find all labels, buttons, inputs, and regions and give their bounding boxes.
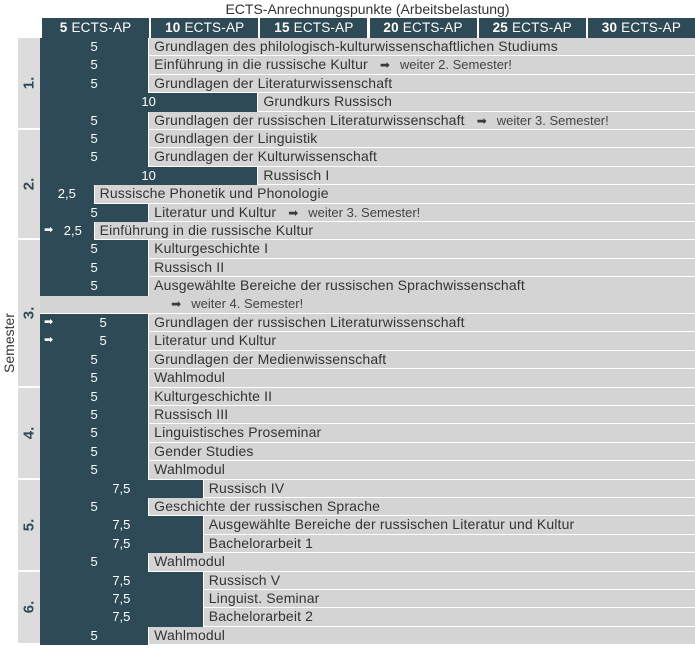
header-col-10 bbox=[149, 18, 258, 38]
ects-value: 5 bbox=[90, 462, 98, 478]
course-row bbox=[40, 93, 695, 111]
right-arrow-icon: ➡ bbox=[44, 224, 54, 236]
header-col-unit: ECTS-AP bbox=[289, 20, 354, 35]
course-name: Russisch III bbox=[154, 406, 229, 422]
ects-value: 2,5 bbox=[57, 186, 76, 202]
right-arrow-icon: ➡ bbox=[171, 296, 182, 311]
header-col-unit: ECTS-AP bbox=[180, 20, 245, 35]
ects-value: 5 bbox=[90, 259, 98, 275]
course-name: Kulturgeschichte I bbox=[154, 240, 269, 257]
ects-bar bbox=[40, 572, 204, 590]
course-name: Bachelorarbeit 1 bbox=[208, 534, 314, 551]
course-name: Russische Phonetik und Phonologie bbox=[99, 185, 329, 202]
ects-bar bbox=[40, 93, 258, 111]
ects-value: 7,5 bbox=[112, 517, 131, 533]
ects-bar bbox=[40, 424, 149, 442]
course-name: Geschichte der russischen Sprache bbox=[154, 498, 381, 514]
header-col-15 bbox=[258, 18, 367, 38]
course-row bbox=[40, 112, 695, 130]
ects-value: 10 bbox=[141, 167, 156, 183]
header-col-5 bbox=[40, 18, 149, 38]
course-name: Grundlagen der Linguistik bbox=[154, 130, 318, 146]
course-row bbox=[40, 259, 695, 277]
course-name: Wahlmodul bbox=[154, 553, 226, 570]
course-row bbox=[40, 38, 695, 56]
right-arrow-icon: ➡ bbox=[476, 113, 487, 128]
diagram-title: ECTS-Anrechnungspunkte (Arbeitsbelastung) bbox=[225, 1, 510, 17]
ects-bar bbox=[40, 627, 149, 645]
course-name: Literatur und Kultur bbox=[154, 332, 277, 349]
ects-bar bbox=[40, 443, 149, 461]
continuation-text: weiter 3. Semester! bbox=[308, 204, 421, 220]
ects-value: 7,5 bbox=[112, 535, 131, 551]
course-row bbox=[40, 222, 695, 240]
header-col-30 bbox=[586, 18, 695, 38]
course-name: Wahlmodul bbox=[154, 626, 226, 643]
course-name: Linguist. Seminar bbox=[208, 590, 320, 606]
course-name: Gender Studies bbox=[154, 442, 254, 459]
course-name: Linguistisches Proseminar bbox=[154, 424, 322, 441]
ects-bar bbox=[40, 204, 149, 222]
course-row bbox=[40, 240, 695, 258]
course-row bbox=[40, 369, 695, 387]
course-row bbox=[40, 498, 695, 516]
course-name: Grundlagen der russischen Literaturwissenschaft bbox=[154, 111, 465, 128]
course-row bbox=[40, 516, 695, 534]
course-name: Kulturgeschichte II bbox=[154, 387, 273, 404]
course-name: Grundkurs Russisch bbox=[263, 93, 393, 110]
ects-value: 5 bbox=[90, 75, 98, 91]
ects-bar bbox=[40, 240, 149, 258]
course-row bbox=[40, 148, 695, 166]
course-name: Grundlagen der russischen Literaturwissenschaft bbox=[154, 314, 465, 330]
course-name: Grundlagen des philologisch-kulturwissenschaftlichen Studiums bbox=[154, 38, 558, 54]
ects-value: 5 bbox=[90, 57, 98, 73]
header-col-num: 15 bbox=[274, 20, 290, 35]
semester-label bbox=[18, 130, 40, 240]
ects-bar bbox=[40, 130, 149, 148]
course-name: Einführung in die russische Kultur bbox=[99, 222, 314, 238]
continuation-note bbox=[477, 112, 609, 130]
ects-bar bbox=[40, 369, 149, 387]
right-arrow-icon: ➡ bbox=[379, 58, 390, 73]
header-col-unit: ECTS-AP bbox=[508, 20, 572, 35]
ects-value: 5 bbox=[90, 443, 98, 459]
ects-value: 5 bbox=[90, 278, 98, 294]
course-row bbox=[40, 56, 695, 74]
ects-value: 5 bbox=[90, 112, 98, 128]
continuation-text: weiter 3. Semester! bbox=[496, 112, 609, 128]
course-row bbox=[40, 480, 695, 498]
course-row bbox=[40, 443, 695, 461]
ects-bar bbox=[40, 406, 149, 424]
header-col-20 bbox=[368, 18, 477, 38]
header-col-num: 10 bbox=[165, 20, 181, 35]
ects-value: 7,5 bbox=[112, 609, 131, 625]
course-row bbox=[40, 185, 695, 203]
ects-bar bbox=[40, 314, 149, 332]
ects-value: 7,5 bbox=[112, 572, 131, 588]
ects-bar bbox=[40, 480, 204, 498]
ects-value: 5 bbox=[90, 241, 98, 257]
ects-bar bbox=[40, 608, 204, 626]
course-row bbox=[40, 572, 695, 590]
course-row bbox=[40, 351, 695, 369]
ects-bar bbox=[40, 167, 258, 185]
ects-bar bbox=[40, 461, 149, 479]
course-row bbox=[40, 130, 695, 148]
course-row bbox=[40, 277, 695, 314]
ects-bar bbox=[40, 185, 95, 203]
header-col-unit: ECTS-AP bbox=[617, 20, 682, 35]
continuation-note bbox=[380, 56, 512, 74]
semester-number: 2. bbox=[20, 177, 38, 191]
ects-bar bbox=[40, 590, 204, 608]
course-row bbox=[40, 608, 695, 626]
ects-value: 5 bbox=[90, 131, 98, 146]
right-arrow-icon: ➡ bbox=[44, 334, 54, 347]
course-name: Ausgewählte Bereiche der russischen Sprachwissenschaft bbox=[154, 277, 525, 294]
course-row bbox=[40, 314, 695, 332]
header-col-num: 25 bbox=[492, 20, 508, 35]
course-row bbox=[40, 75, 695, 93]
course-name: Grundlagen der Medienwissenschaft bbox=[154, 350, 387, 367]
course-name: Grundlagen der Kulturwissenschaft bbox=[154, 148, 378, 165]
course-name: Russisch IV bbox=[208, 479, 285, 496]
ects-value: 5 bbox=[99, 315, 107, 330]
course-name: Wahlmodul bbox=[154, 369, 226, 386]
course-name: Ausgewählte Bereiche der russischen Literatur und Kultur bbox=[208, 516, 575, 533]
ects-bar bbox=[40, 148, 149, 166]
semester-label bbox=[18, 388, 40, 480]
ects-bar bbox=[40, 351, 149, 369]
course-row bbox=[40, 627, 695, 645]
ects-value: 5 bbox=[90, 149, 98, 165]
ects-bar bbox=[40, 553, 149, 571]
continuation-note bbox=[171, 295, 303, 313]
ects-bar bbox=[40, 498, 149, 516]
course-row bbox=[40, 461, 695, 479]
ects-bar bbox=[40, 332, 149, 350]
semester-axis bbox=[0, 38, 18, 648]
course-name: Einführung in die russische Kultur bbox=[154, 56, 368, 73]
course-row bbox=[40, 553, 695, 571]
semester-number: 3. bbox=[20, 306, 38, 320]
course-row bbox=[40, 204, 695, 222]
semester-number: 6. bbox=[20, 601, 38, 614]
header-col-num: 30 bbox=[601, 20, 618, 35]
semester-label bbox=[18, 38, 40, 130]
semester-number: 5. bbox=[20, 518, 38, 531]
ects-bar bbox=[40, 56, 149, 74]
ects-value: 5 bbox=[90, 425, 98, 441]
ects-bar bbox=[40, 222, 95, 240]
course-name: Bachelorarbeit 2 bbox=[208, 608, 314, 625]
course-row bbox=[40, 590, 695, 608]
course-name: Literatur und Kultur bbox=[154, 203, 277, 220]
course-name: Grundlagen der Literaturwissenschaft bbox=[154, 74, 393, 91]
header-col-num: 20 bbox=[383, 20, 399, 35]
course-row bbox=[40, 406, 695, 424]
semester-label bbox=[18, 572, 40, 646]
header-col-unit: ECTS-AP bbox=[67, 20, 132, 35]
course-row bbox=[40, 388, 695, 406]
ects-bar bbox=[40, 259, 149, 277]
course-row bbox=[40, 332, 695, 350]
header-col-unit: ECTS-AP bbox=[398, 20, 463, 35]
semester-number: 4. bbox=[20, 426, 38, 439]
ects-value: 2,5 bbox=[63, 223, 82, 238]
semester-number: 1. bbox=[20, 76, 38, 90]
course-name: Russisch V bbox=[208, 571, 281, 588]
course-row bbox=[40, 167, 695, 185]
right-arrow-icon: ➡ bbox=[44, 316, 54, 328]
course-row bbox=[40, 535, 695, 553]
ects-value: 5 bbox=[90, 554, 98, 570]
continuation-text: weiter 2. Semester! bbox=[399, 57, 512, 73]
course-name: Russisch I bbox=[263, 166, 330, 183]
course-name: Wahlmodul bbox=[154, 461, 226, 478]
ects-value: 7,5 bbox=[112, 591, 131, 606]
ects-value: 5 bbox=[90, 407, 98, 422]
header-col-25 bbox=[477, 18, 586, 38]
ects-value: 5 bbox=[90, 204, 98, 220]
semester-axis-label: Semester bbox=[1, 313, 17, 373]
ects-value: 5 bbox=[90, 388, 98, 404]
semester-label bbox=[18, 240, 40, 387]
course-row bbox=[40, 424, 695, 442]
header-col-num: 5 bbox=[59, 20, 68, 35]
continuation-note bbox=[288, 204, 420, 222]
ects-value: 7,5 bbox=[112, 480, 131, 496]
ects-value: 5 bbox=[90, 499, 98, 514]
ects-value: 5 bbox=[90, 627, 98, 643]
ects-bar bbox=[40, 277, 149, 295]
ects-value: 5 bbox=[90, 39, 98, 54]
ects-bar bbox=[40, 516, 204, 534]
ects-value: 5 bbox=[99, 333, 107, 349]
ects-value: 10 bbox=[141, 94, 156, 110]
semester-label bbox=[18, 480, 40, 572]
ects-value: 5 bbox=[90, 370, 98, 386]
ects-bar bbox=[40, 75, 149, 93]
ects-value: 5 bbox=[90, 351, 98, 367]
ects-bar bbox=[40, 112, 149, 130]
course-name: Russisch II bbox=[154, 258, 225, 275]
ects-bar bbox=[40, 535, 204, 553]
continuation-text: weiter 4. Semester! bbox=[191, 295, 304, 311]
ects-bar bbox=[40, 388, 149, 406]
ects-bar bbox=[40, 38, 149, 56]
right-arrow-icon: ➡ bbox=[288, 205, 299, 220]
